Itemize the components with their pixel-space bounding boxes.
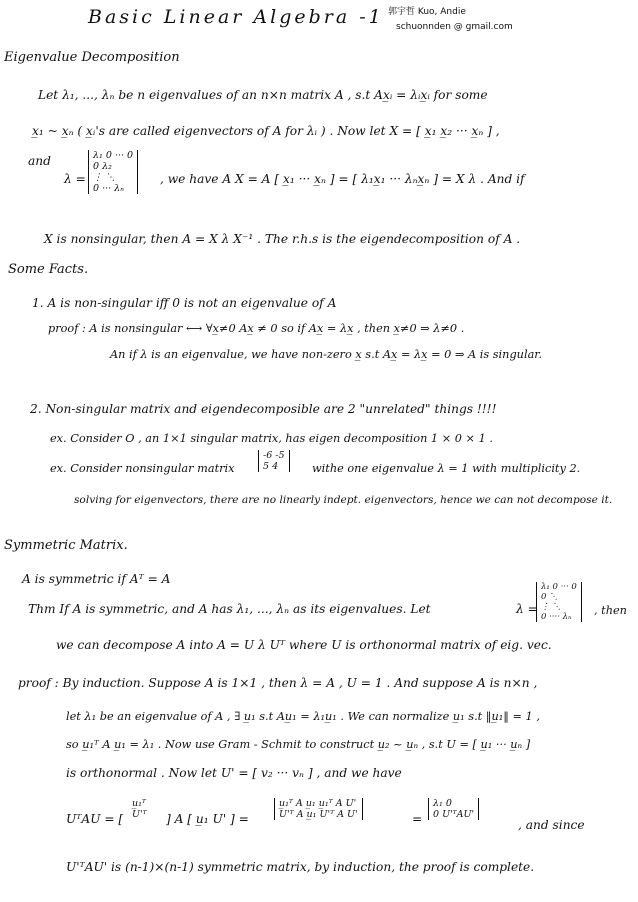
theorem-lambda-matrix — [536, 582, 582, 622]
eigen-line-2: x̲₁ ~ x̲ₙ ( x̲ᵢ's are called eigenvectors of A for λᵢ ) . Now let X = [ x̲₁ x̲₂ ··· x̲ₙ ] , — [32, 124, 500, 138]
proof-matrix-3 — [428, 798, 479, 820]
matrix-row: 0 U'ᵀAU' — [433, 809, 475, 820]
proof-matrix-1 — [128, 798, 151, 820]
proof-eq-mid: ] A [ u̲₁ U' ] = — [166, 812, 249, 826]
matrix-row: 0 ···· λₙ — [541, 612, 572, 622]
proof-eq-since: , and since — [518, 818, 585, 832]
section-heading-facts: Some Facts. — [8, 262, 89, 277]
matrix-row: ⋮ ⋱ — [93, 172, 116, 183]
matrix-row: u̲₁ᵀ A u̲₁ u̲₁ᵀ A U' — [279, 798, 357, 809]
theorem-then: , then — [594, 604, 627, 617]
fact-2-example-c: solving for eigenvectors, there are no linearly indept. eigenvectors, hence we can not decompose it. — [74, 494, 613, 506]
matrix-row: U'ᵀ — [132, 809, 147, 820]
matrix-row: λ₁ 0 ··· 0 — [541, 582, 577, 592]
fact-2-example-b-cont: withe one eigenvalue λ = 1 with multiplicity 2. — [312, 462, 581, 475]
fact-1: 1. A is non-singular iff 0 is not an eigenvalue of A — [32, 296, 337, 310]
eigen-and: and — [28, 154, 51, 168]
fact-2-example-b: ex. Consider nonsingular matrix — [50, 462, 235, 475]
matrix-row: 0 ⋱ — [541, 592, 558, 602]
symmetric-definition: A is symmetric if Aᵀ = A — [22, 572, 171, 586]
matrix-row: 0 λ₂ — [93, 161, 112, 172]
theorem-line-2: we can decompose A into A = U λ Uᵀ where U is orthonormal matrix of eig. vec. — [56, 638, 552, 652]
eigen-line-4: X is nonsingular, then A = X λ X⁻¹ . The r.h.s is the eigendecomposition of A . — [44, 232, 521, 246]
proof-line-3: so u̲₁ᵀ A u̲₁ = λ₁ . Now use Gram - Schmit to construct u̲₂ ~ u̲ₙ , s.t U = [ u̲₁ ··· u̲ₙ ] — [66, 738, 531, 751]
matrix-row: λ₁ 0 — [433, 798, 452, 809]
matrix-row: λ₁ 0 ··· 0 — [93, 150, 134, 161]
proof-line-1: proof : By induction. Suppose A is 1×1 , then λ = A , U = 1 . And suppose A is n×n , — [18, 676, 538, 690]
proof-line-2: let λ₁ be an eigenvalue of A , ∃ u̲₁ s.t Au̲₁ = λ₁u̲₁ . We can normalize u̲₁ s.t ‖u̲₁‖ = 1 , — [66, 710, 540, 723]
proof-eq-lhs: UᵀAU = [ — [66, 812, 124, 826]
proof-line-4: is orthonormal . Now let U' = [ v₂ ··· vₙ ] , and we have — [66, 766, 402, 780]
section-heading-eigen: Eigenvalue Decomposition — [4, 50, 180, 65]
theorem-line-1: Thm If A is symmetric, and A has λ₁, ..., λₙ as its eigenvalues. Let — [28, 602, 431, 616]
matrix-row: ⋮ ⋱ — [541, 602, 561, 612]
eigen-lambda-eq: λ = — [64, 172, 86, 186]
example-matrix — [258, 450, 290, 472]
section-heading-symmetric: Symmetric Matrix. — [4, 538, 128, 553]
fact-1-proof-a: proof : A is nonsingular ⟷ ∀x̲≠0 Ax̲ ≠ 0 so if Ax̲ = λx̲ , then x̲≠0 ⇒ λ≠0 . — [48, 322, 465, 335]
proof-eq-equals: = — [412, 812, 423, 826]
eigen-lambda-matrix — [88, 150, 138, 194]
proof-line-6: U'ᵀAU' is (n-1)×(n-1) symmetric matrix, by induction, the proof is complete. — [66, 860, 535, 874]
author-name: 郭宇哲 Kuo, Andie — [388, 7, 466, 17]
eigen-line-3: , we have A X = A [ x̲₁ ··· x̲ₙ ] = [ λ₁x̲₁ ··· λₙx̲ₙ ] = X λ . And if — [160, 172, 525, 186]
matrix-row: U'ᵀ A u̲₁ U'ᵀ A U' — [279, 809, 358, 820]
author-email: schuonnden @ gmail.com — [396, 22, 513, 32]
fact-2: 2. Non-singular matrix and eigendecomposible are 2 "unrelated" things !!!! — [30, 402, 497, 416]
page-title: Basic Linear Algebra -1 — [88, 6, 384, 28]
matrix-row: u̲₁ᵀ — [132, 798, 146, 809]
eigen-line-1: Let λ₁, ..., λₙ be n eigenvalues of an n×n matrix A , s.t Ax̲ᵢ = λᵢx̲ᵢ for some — [38, 88, 488, 102]
matrix-row: 5 4 — [263, 461, 279, 472]
fact-2-example-a: ex. Consider O , an 1×1 singular matrix, has eigen decomposition 1 × 0 × 1 . — [50, 432, 493, 445]
theorem-lambda-eq: λ = — [516, 602, 538, 616]
fact-1-proof-b: An if λ is an eigenvalue, we have non-zero x̲ s.t Ax̲ = λx̲ = 0 ⇒ A is singular. — [110, 348, 543, 361]
matrix-row: -6 -5 — [263, 450, 285, 461]
proof-matrix-2 — [274, 798, 363, 820]
matrix-row: 0 ··· λₙ — [93, 183, 125, 194]
